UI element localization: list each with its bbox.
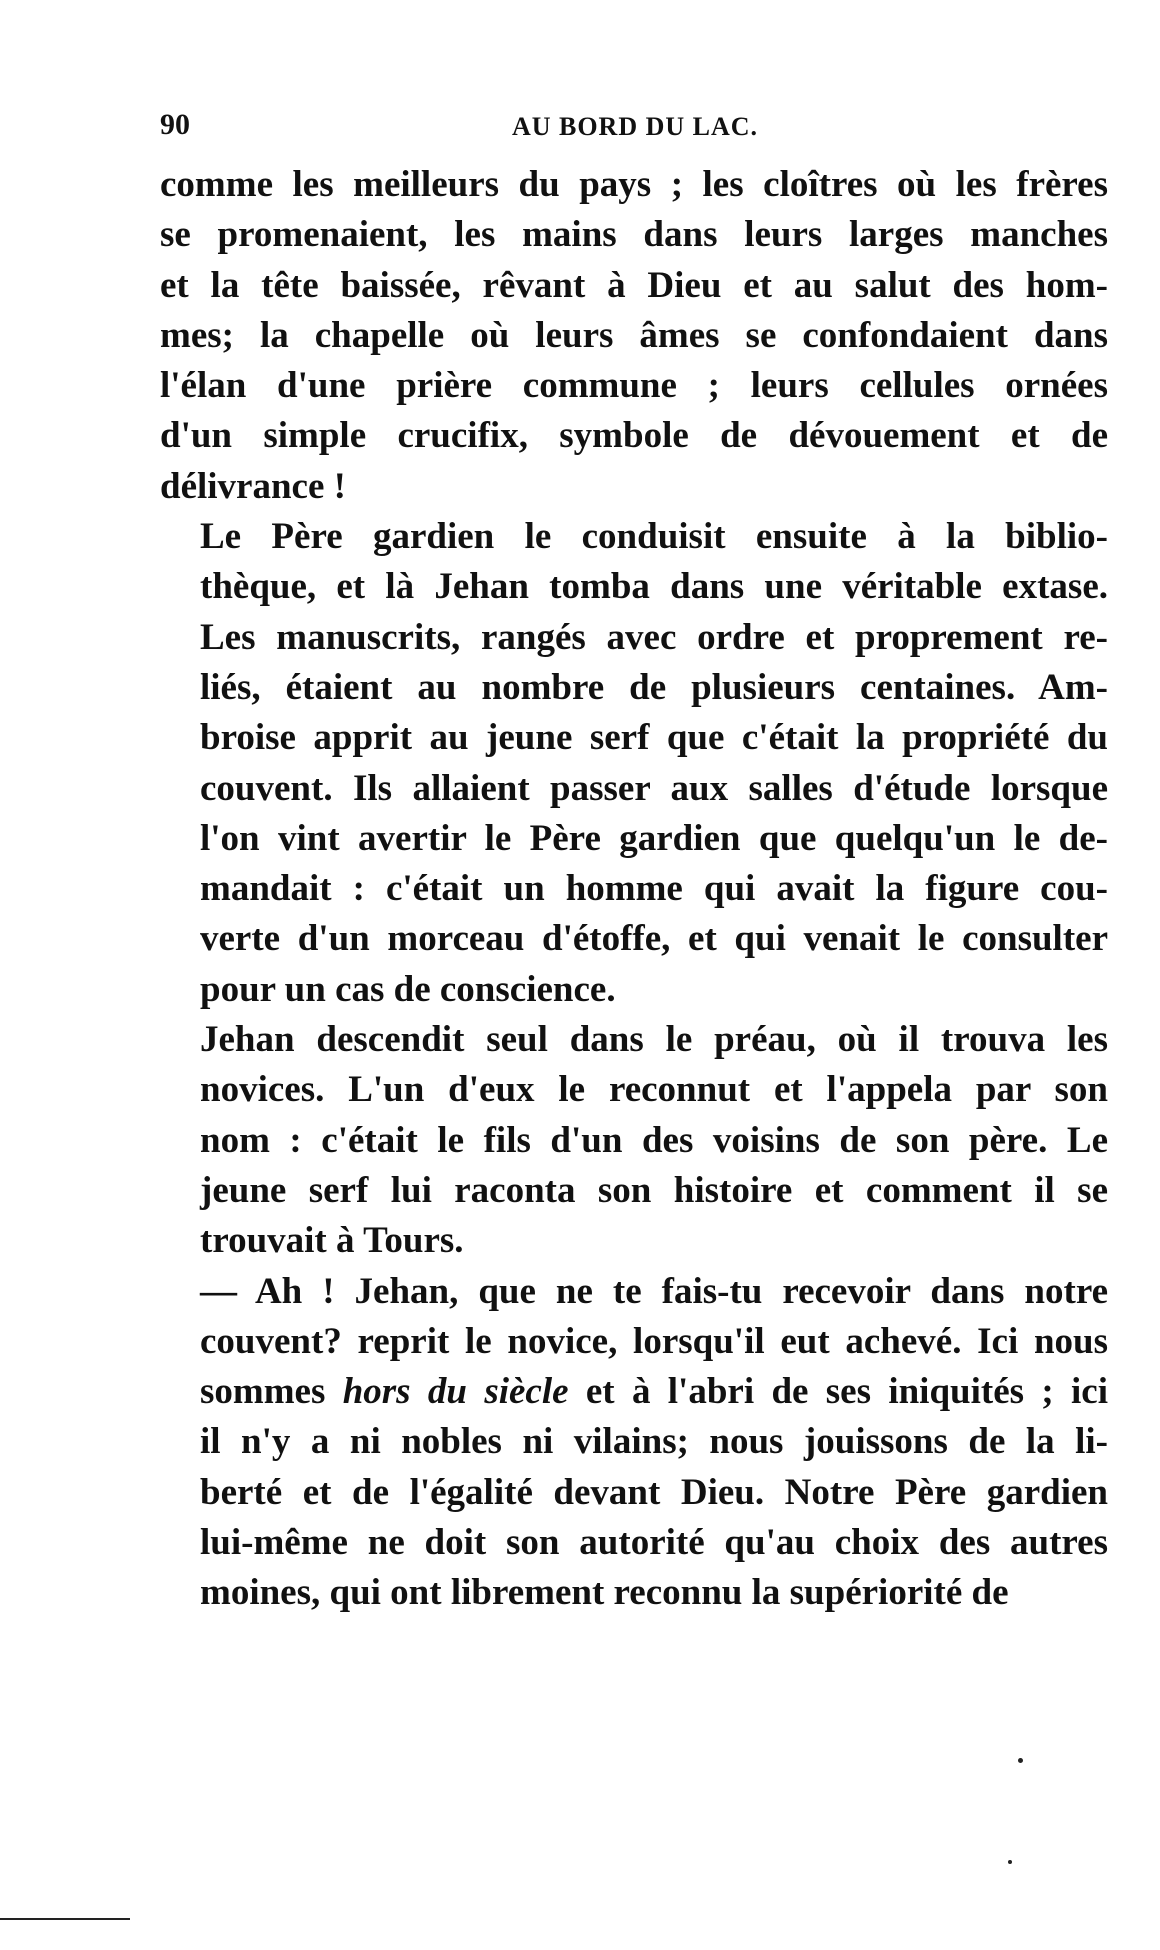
paragraph <box>160 1267 1108 1619</box>
text-line: Les manuscrits, rangés avec ordre et proprement re- <box>200 616 1108 658</box>
text-line: liés, étaient au nombre de plusieurs centaines. Am- <box>200 666 1108 708</box>
text-line: broise apprit au jeune serf que c'était la propriété du <box>200 717 1108 759</box>
text-line: — Ah ! Jehan, que ne te fais-tu recevoir dans notre <box>200 1270 1108 1312</box>
text-line: verte d'un morceau d'étoffe, et qui venait le consulter <box>200 918 1108 960</box>
paragraph <box>160 512 1108 1015</box>
text-line: mes; la chapelle où leurs âmes se confondaient dans <box>160 314 1108 356</box>
text-line: trouvait à Tours. <box>200 1220 464 1262</box>
paragraph <box>160 160 1108 512</box>
footer-rule <box>0 1918 130 1920</box>
text-line: l'on vint avertir le Père gardien que quelqu'un le de- <box>200 817 1108 859</box>
text-line: couvent. Ils allaient passer aux salles d'étude lorsque <box>200 767 1108 809</box>
text-line: d'un simple crucifix, symbole de dévouement et de <box>160 415 1108 457</box>
text-line: couvent? reprit le novice, lorsqu'il eut achevé. Ici nous <box>200 1320 1108 1362</box>
text-line: berté et de l'égalité devant Dieu. Notre Père gardien <box>200 1471 1108 1513</box>
text-line: et la tête baissée, rêvant à Dieu et au salut des hom- <box>160 264 1108 306</box>
text-line: pour un cas de conscience. <box>200 968 616 1010</box>
text-line: mandait : c'était un homme qui avait la figure cou- <box>200 868 1108 910</box>
text-line: Le Père gardien le conduisit ensuite à la biblio- <box>200 516 1108 558</box>
text-line: jeune serf lui raconta son histoire et comment il se <box>200 1169 1108 1211</box>
text-line: nom : c'était le fils d'un des voisins de son père. Le <box>200 1119 1108 1161</box>
text-line: Jehan descendit seul dans le préau, où il trouva les <box>200 1019 1108 1061</box>
text-line: il n'y a ni nobles ni vilains; nous jouissons de la li- <box>200 1421 1108 1463</box>
page-header <box>160 108 1110 148</box>
text-line: délivrance ! <box>160 465 346 507</box>
text-line: thèque, et là Jehan tomba dans une véritable extase. <box>200 566 1108 608</box>
body-text <box>160 160 1108 1619</box>
text-line: moines, qui ont librement reconnu la supériorité de <box>200 1572 1009 1614</box>
italic-phrase: hors du siècle <box>342 1371 569 1413</box>
paragraph <box>160 1015 1108 1266</box>
text-line: novices. L'un d'eux le reconnut et l'appela par son <box>200 1069 1108 1111</box>
running-title: AU BORD DU LAC. <box>511 112 759 141</box>
print-speck <box>1008 1860 1012 1864</box>
text-line: l'élan d'une prière commune ; leurs cellules ornées <box>160 365 1108 407</box>
text-line: se promenaient, les mains dans leurs larges manches <box>160 214 1108 256</box>
print-speck <box>1018 1758 1023 1763</box>
text-line: lui-même ne doit son autorité qu'au choix des autres <box>200 1522 1108 1564</box>
text-line: sommes hors du siècle et à l'abri de ses iniquités ; ici <box>200 1371 1108 1413</box>
text-line: comme les meilleurs du pays ; les cloîtres où les frères <box>160 164 1108 205</box>
page-number: 90 <box>160 108 190 141</box>
